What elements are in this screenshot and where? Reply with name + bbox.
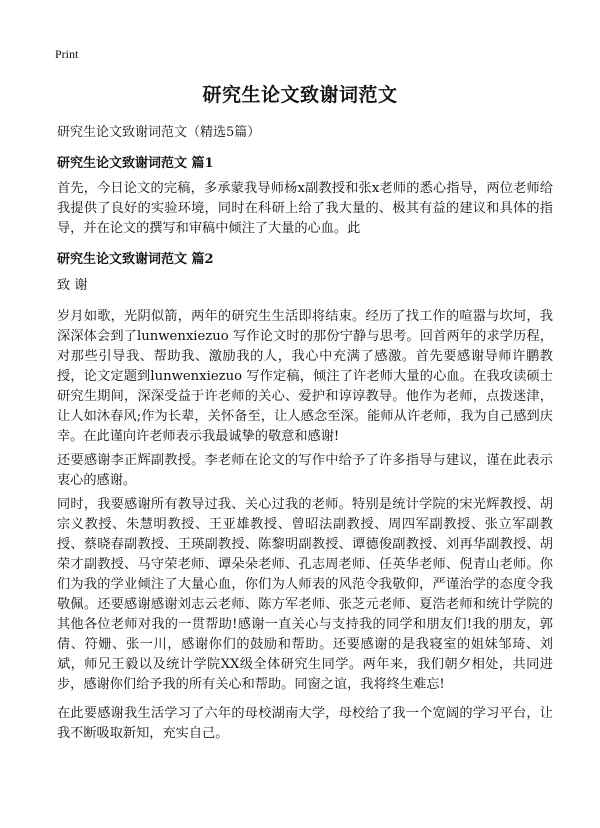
document-subtitle: 研究生论文致谢词范文（精选5篇）	[57, 125, 261, 140]
print-link[interactable]: Print	[55, 47, 79, 61]
section-2-paragraph-2: 还要感谢李正辉副教授。李老师在论文的写作中给予了许多指导与建议，谨在此表示衷心的感谢。	[57, 453, 553, 488]
section-2-paragraph-1: 岁月如歌，光阴似箭，两年的研究生生活即将结束。经历了找工作的喧嚣与坎坷，我深深体会到了lunwenxiezuo 写作论文时的那份宁静与思考。回首两年的求学历程，对那些引导我、帮助我、激励我的人，我心中充满了感激。首先要感谢导师许鹏教授，论文定题到lunwenxiezuo 写作定稿，倾注了许老师大量的心血。在我攻读硕士研究生期间，深深受益于许老师的关心、爱护和谆谆教导。他作为老师，点拨迷津，让人如沐春风;作为长辈，关怀备至，让人感念至深。能师从许老师，我为自己感到庆幸。在此谨向许老师表示我最诚挚的敬意和感谢!	[57, 309, 553, 444]
section-heading-1: 研究生论文致谢词范文 篇1	[57, 156, 214, 171]
section-2-salutation: 致 谢	[57, 278, 88, 293]
section-2-paragraph-3: 同时，我要感谢所有教导过我、关心过我的老师。特别是统计学院的宋光辉教授、胡宗义教授、朱慧明教授、王亚雄教授、曾昭法副教授、周四军副教授、张立军副教授、蔡晓春副教授、王瑛副教授、陈黎明副教授、谭德俊副教授、刘再华副教授、胡荣才副教授、马守荣老师、谭朵朵老师、孔志周老师、任英华老师、倪青山老师。你们为我的学业倾注了大量心血，你们为人师表的风范令我敬仰，严谨治学的态度令我敬佩。还要感谢感谢刘志云老师、陈方军老师、张芝元老师、夏浩老师和统计学院的其他各位老师对我的一贯帮助!感谢一直关心与支持我的同学和朋友们!我的朋友，郭倩、符姗、张一川，感谢你们的鼓励和帮助。还要感谢的是我寝室的姐妹邹琦、刘斌，师兄王毅以及统计学院XX级全体研究生同学。两年来，我们朝夕相处，共同进步，感谢你们给予我的所有关心和帮助。同窗之谊，我将终生难忘!	[57, 497, 553, 692]
section-2-paragraph-4: 在此要感谢我生活学习了六年的母校湖南大学，母校给了我一个宽阔的学习平台，让我不断吸取新知，充实自己。	[57, 706, 553, 741]
section-1-paragraph: 首先，今日论文的完稿，多承蒙我导师杨x副教授和张x老师的悉心指导，两位老师给我提供了良好的实验环境，同时在科研上给了我大量的、极其有益的建议和具体的指导，并在论文的撰写和审稿中倾注了大量的心血。此	[57, 181, 553, 236]
section-heading-2: 研究生论文致谢词范文 篇2	[57, 252, 214, 267]
document-title: 研究生论文致谢词范文	[202, 84, 398, 106]
